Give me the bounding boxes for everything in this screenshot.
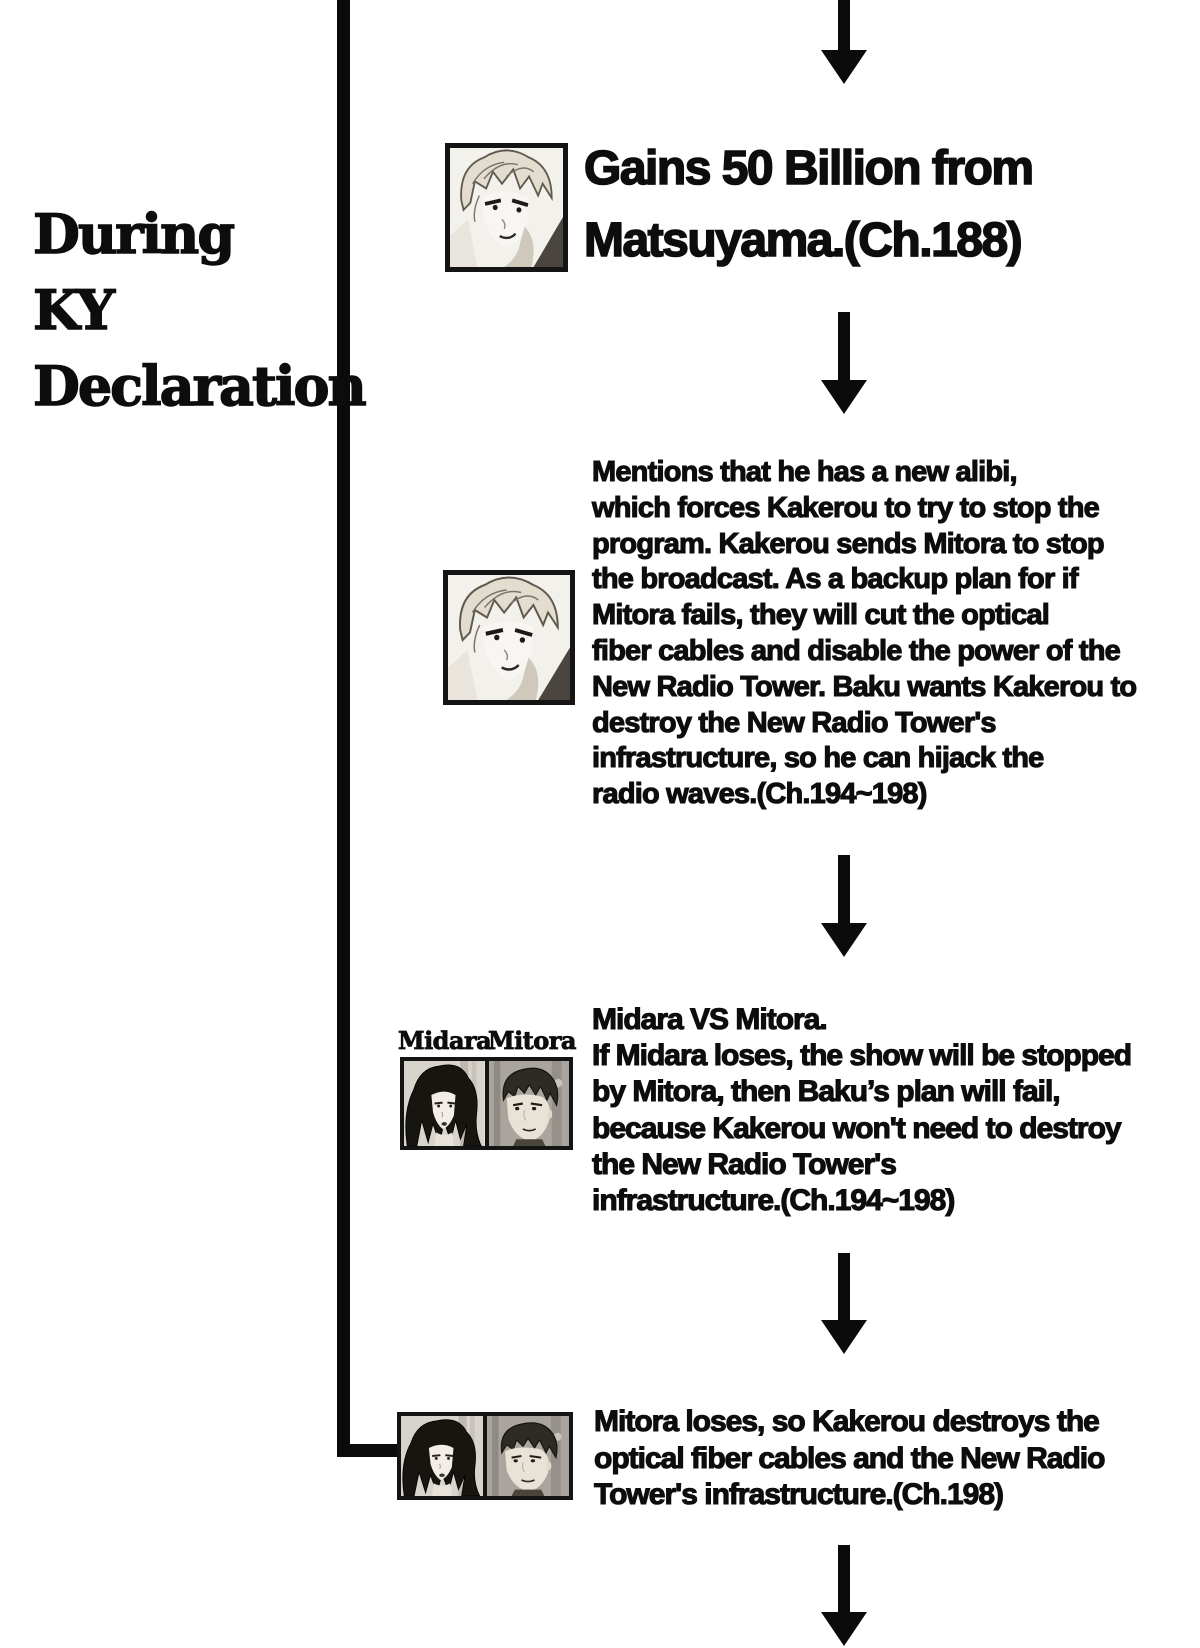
baku-portrait — [443, 570, 575, 705]
event-text-line: program. Kakerou sends Mitora to stop — [592, 527, 1104, 560]
event-text — [594, 1404, 1104, 1514]
down-arrow-icon — [821, 1545, 867, 1646]
arrow-head — [821, 1320, 867, 1354]
event-text-line: radio waves.(Ch.194~198) — [592, 778, 927, 811]
event-text-line: Mitora loses, so Kakerou destroys the — [594, 1405, 1099, 1438]
arrow-shaft — [838, 855, 850, 923]
event-text-line: the New Radio Tower's — [592, 1147, 896, 1181]
portrait-label-midara: Midara — [398, 1026, 492, 1055]
event-text-line: destroy the New Radio Tower's — [592, 706, 996, 739]
midara-mitora-portraits — [397, 1412, 573, 1500]
phase-label-line: During — [33, 202, 234, 266]
midara-portrait — [401, 1416, 483, 1496]
baku-portrait — [445, 143, 568, 272]
mitora-portrait — [487, 1416, 569, 1496]
event-text — [592, 455, 1136, 813]
down-arrow-icon — [821, 0, 867, 84]
event-text-line: which forces Kakerou to try to stop the — [592, 491, 1099, 524]
event-text-line: fiber cables and disable the power of the — [592, 634, 1120, 667]
phase-label — [33, 196, 365, 424]
event-text-line: because Kakerou won't need to destroy — [592, 1111, 1121, 1145]
event-title-line: Gains 50 Billion from — [584, 142, 1033, 195]
event-title — [584, 133, 1033, 277]
midara-portrait — [404, 1061, 485, 1146]
arrow-shaft — [838, 1253, 850, 1320]
event-text-line: infrastructure, so he can hijack the — [592, 742, 1044, 775]
arrow-head — [821, 923, 867, 957]
down-arrow-icon — [821, 312, 867, 414]
phase-label-line: KY — [33, 278, 114, 342]
event-text-line: the broadcast. As a backup plan for if — [592, 563, 1078, 596]
event-text-line: New Radio Tower. Baku wants Kakerou to — [592, 670, 1137, 703]
midara-mitora-portraits — [400, 1057, 573, 1150]
event-text — [592, 1002, 1131, 1219]
portrait-label-mitora: Mitora — [488, 1026, 576, 1055]
timeline-spine-elbow — [337, 1444, 399, 1457]
event-text-line: If Midara loses, the show will be stopped — [592, 1039, 1132, 1073]
event-text-line: Tower's infrastructure.(Ch.198) — [594, 1478, 1004, 1512]
arrow-shaft — [838, 312, 850, 380]
mitora-portrait — [489, 1061, 570, 1146]
arrow-shaft — [838, 0, 850, 50]
phase-label-line: Declaration — [33, 354, 365, 418]
event-text-line: optical fiber cables and the New Radio — [594, 1441, 1105, 1475]
arrow-head — [821, 380, 867, 414]
arrow-head — [821, 50, 867, 84]
arrow-shaft — [838, 1545, 850, 1612]
event-text-line: by Mitora, then Baku’s plan will fail, — [592, 1075, 1060, 1109]
event-text-line: Mentions that he has a new alibi, — [592, 456, 1017, 488]
event-text-line: Midara VS Mitora. — [592, 1003, 827, 1036]
down-arrow-icon — [821, 1253, 867, 1354]
event-text-line: Mitora fails, they will cut the optical — [592, 599, 1050, 632]
down-arrow-icon — [821, 855, 867, 957]
event-title-line: Matsuyama.(Ch.188) — [584, 214, 1022, 267]
arrow-head — [821, 1612, 867, 1646]
event-text-line: infrastructure.(Ch.194~198) — [592, 1184, 955, 1218]
